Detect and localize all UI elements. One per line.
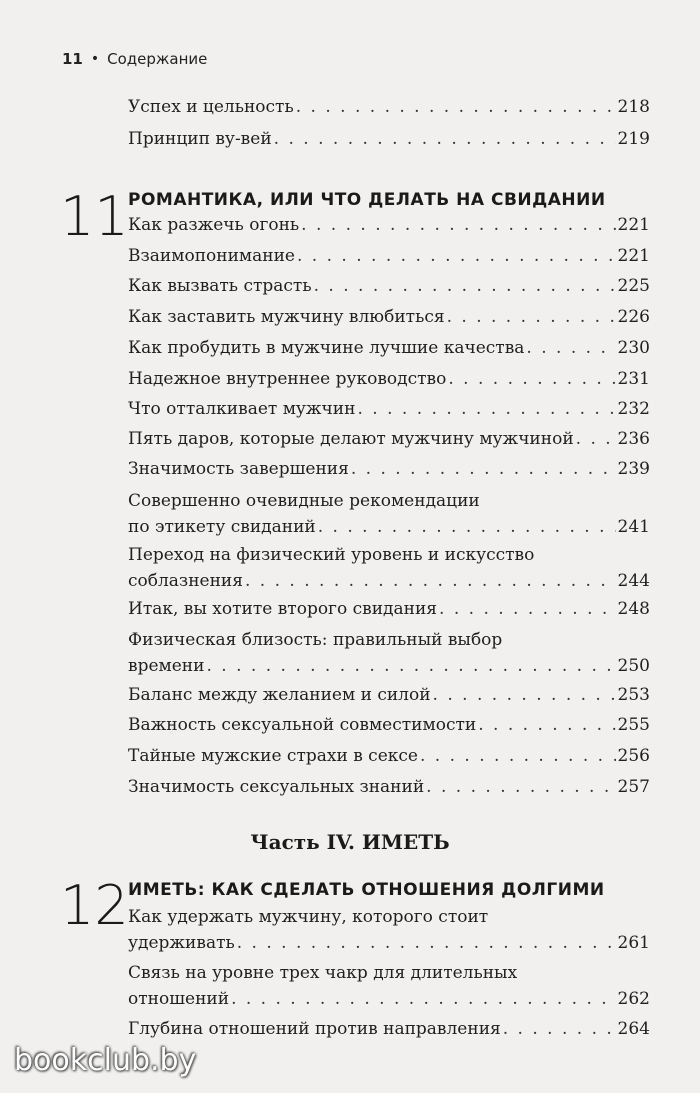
- toc-entry-title: Принцип ву-вей: [128, 129, 272, 149]
- leader-dots: [206, 653, 615, 679]
- toc-entry-page: 236: [617, 429, 650, 449]
- toc-entry: [128, 94, 650, 120]
- part-title: Часть IV. ИМЕТЬ: [250, 830, 450, 854]
- toc-entry-page: 255: [617, 715, 650, 735]
- toc-entry-page: 253: [617, 685, 650, 705]
- toc-entry-title-line1: Связь на уровне трех чакр для длительных: [128, 963, 518, 983]
- toc-entry-page: 219: [617, 129, 650, 149]
- toc-entry-title: Пять даров, которые делают мужчину мужчиной: [128, 429, 574, 449]
- toc-entry-page: 218: [617, 97, 650, 117]
- toc-entry-title: соблазнения: [128, 571, 243, 591]
- toc-entry-page: 248: [617, 599, 650, 619]
- toc-entry-title: Тайные мужские страхи в сексе: [128, 746, 418, 766]
- watermark: bookclub.by: [14, 1043, 197, 1078]
- toc-entry-page: 257: [617, 777, 650, 797]
- toc-entry-page: 262: [617, 989, 650, 1009]
- leader-dots: [447, 304, 616, 330]
- toc-entry-title: Важность сексуальной совместимости: [128, 715, 477, 735]
- toc-entry: [128, 960, 650, 1012]
- toc-entry-title: Как пробудить в мужчине лучшие качества: [128, 338, 525, 358]
- toc-entry: [128, 1016, 650, 1042]
- toc-entry-page: 232: [617, 399, 650, 419]
- toc-entry-title-line1: Переход на физический уровень и искусство: [128, 545, 535, 565]
- toc-entry-title: Итак, вы хотите второго свидания: [128, 599, 438, 619]
- toc-entry: [128, 627, 650, 679]
- toc-entry-page: 226: [617, 307, 650, 327]
- toc-entry: [128, 712, 650, 738]
- toc-entry: [128, 126, 650, 152]
- leader-dots: [301, 212, 615, 238]
- toc-entry-page: 221: [617, 215, 650, 235]
- toc-entry-title: удерживать: [128, 933, 235, 953]
- toc-entry-title: Надежное внутреннее руководство: [128, 369, 447, 389]
- toc-entry-title: по этикету свиданий: [128, 517, 316, 537]
- leader-dots: [231, 986, 615, 1012]
- leader-dots: [439, 596, 616, 622]
- toc-entry-title: отношений: [128, 989, 230, 1009]
- toc-entry: [128, 304, 650, 330]
- toc-entry: [128, 335, 650, 361]
- leader-dots: [420, 743, 616, 769]
- chapter-title: ИМЕТЬ: КАК СДЕЛАТЬ ОТНОШЕНИЯ ДОЛГИМИ: [128, 880, 605, 900]
- toc-entry-page: 230: [617, 338, 650, 358]
- toc-entry-title-line1: Совершенно очевидные рекомендации: [128, 491, 480, 511]
- toc-entry-title: Как разжечь огонь: [128, 215, 300, 235]
- toc-entry-title: Успех и цельность: [128, 97, 294, 117]
- toc-entry-title: Как заставить мужчину влюбиться: [128, 307, 445, 327]
- toc-entry: [128, 243, 650, 269]
- header-section-title: Содержание: [107, 50, 208, 68]
- leader-dots: [478, 712, 615, 738]
- toc-entry: [128, 542, 650, 594]
- toc-entry: [128, 774, 650, 800]
- toc-entry-title: времени: [128, 656, 205, 676]
- leader-dots: [351, 456, 616, 482]
- leader-dots: [448, 366, 615, 392]
- leader-dots: [318, 514, 616, 540]
- toc-entry: [128, 904, 650, 956]
- toc-entry-page: 256: [617, 746, 650, 766]
- toc-entry: [128, 743, 650, 769]
- leader-dots: [426, 774, 615, 800]
- chapter-number: 11: [60, 185, 129, 248]
- toc-entry: [128, 366, 650, 392]
- toc-entry-title: Что отталкивает мужчин: [128, 399, 356, 419]
- toc-entry-page: 231: [617, 369, 650, 389]
- toc-entry-title: Как вызвать страсть: [128, 276, 312, 296]
- toc-entry-page: 264: [617, 1019, 650, 1039]
- toc-entry: [128, 212, 650, 238]
- toc-entry: [128, 273, 650, 299]
- leader-dots: [526, 335, 615, 361]
- header-separator: •: [90, 51, 100, 67]
- toc-entry-page: 225: [617, 276, 650, 296]
- leader-dots: [245, 568, 616, 594]
- page-number: 11: [62, 50, 83, 68]
- toc-entry: [128, 426, 650, 452]
- leader-dots: [357, 396, 615, 422]
- toc-entry-title: Значимость сексуальных знаний: [128, 777, 425, 797]
- toc-entry-page: 239: [617, 459, 650, 479]
- toc-entry-page: 261: [617, 933, 650, 953]
- toc-entry-page: 221: [617, 246, 650, 266]
- toc-entry: [128, 396, 650, 422]
- leader-dots: [274, 126, 616, 152]
- toc-entry-page: 250: [617, 656, 650, 676]
- toc-entry-title-line1: Физическая близость: правильный выбор: [128, 630, 503, 650]
- leader-dots: [314, 273, 616, 299]
- toc-entry-page: 244: [617, 571, 650, 591]
- toc-entry: [128, 456, 650, 482]
- running-header: [62, 50, 207, 68]
- toc-entry-title: Баланс между желанием и силой: [128, 685, 431, 705]
- toc-entry-title: Глубина отношений против направления: [128, 1019, 501, 1039]
- chapter-title: РОМАНТИКА, ИЛИ ЧТО ДЕЛАТЬ НА СВИДАНИИ: [128, 190, 606, 210]
- leader-dots: [433, 682, 616, 708]
- toc-entry-title: Взаимопонимание: [128, 246, 295, 266]
- toc-entry: [128, 682, 650, 708]
- leader-dots: [297, 243, 616, 269]
- chapter-number: 12: [60, 874, 129, 937]
- toc-entry: [128, 488, 650, 540]
- toc-entry-title: Значимость завершения: [128, 459, 349, 479]
- toc-entry-page: 241: [617, 517, 650, 537]
- leader-dots: [237, 930, 616, 956]
- leader-dots: [503, 1016, 616, 1042]
- toc-entry: [128, 596, 650, 622]
- leader-dots: [296, 94, 616, 120]
- leader-dots: [576, 426, 616, 452]
- toc-entry-title-line1: Как удержать мужчину, которого стоит: [128, 907, 489, 927]
